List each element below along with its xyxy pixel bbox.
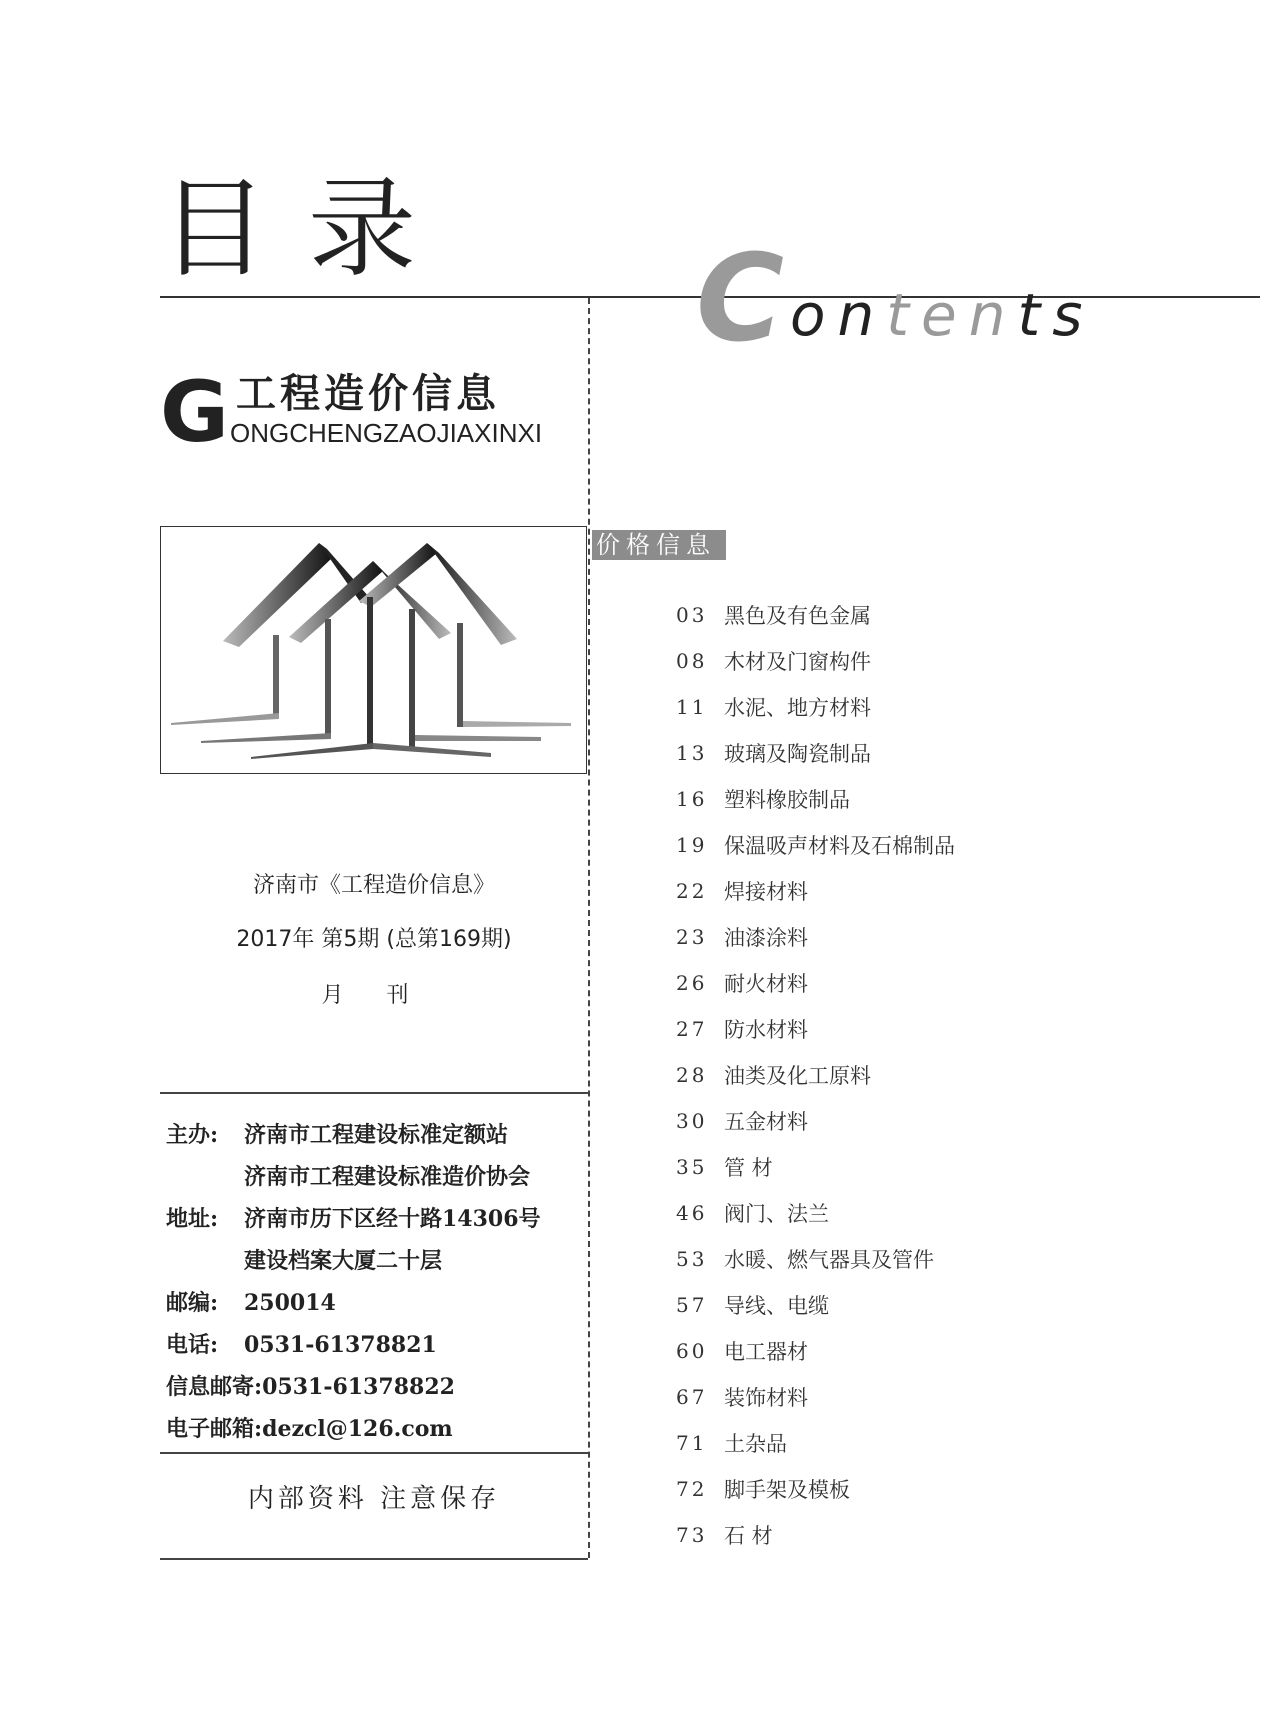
- contents-letter: o: [790, 281, 838, 349]
- mail-row: [166, 1376, 455, 1398]
- toc-page-number: 27: [676, 1017, 708, 1041]
- contents-letter: t: [1017, 281, 1053, 349]
- toc-page-number: 03: [676, 603, 708, 627]
- address-label: 地址:: [166, 1206, 219, 1232]
- toc-page-number: 11: [676, 695, 708, 719]
- toc-title: 保温吸声材料及石棉制品: [724, 834, 955, 858]
- phone-value: 0531-61378821: [244, 1332, 437, 1358]
- toc-page-number: 28: [676, 1063, 708, 1087]
- toc-item[interactable]: [676, 868, 1236, 914]
- info-divider: [160, 1092, 588, 1094]
- toc-item[interactable]: [676, 776, 1236, 822]
- toc-title: 防水材料: [724, 1018, 808, 1042]
- phone-label: 电话:: [166, 1332, 219, 1358]
- toc-page-number: 46: [676, 1201, 708, 1225]
- toc-title: 水泥、地方材料: [724, 696, 871, 720]
- roof-lines-graphic: [161, 527, 586, 773]
- toc-page-number: 53: [676, 1247, 708, 1271]
- page-title: 目录: [160, 167, 457, 292]
- toc-title: 焊接材料: [724, 880, 808, 904]
- contents-letter: e: [921, 281, 969, 349]
- toc-page-number: 57: [676, 1293, 708, 1317]
- toc-title: 电工器材: [724, 1340, 808, 1364]
- vertical-divider: [588, 298, 590, 1558]
- logo-pinyin: ONGCHENGZAOJIAXINXI: [230, 418, 543, 448]
- contents-initial: C: [696, 230, 785, 369]
- toc-item[interactable]: [676, 1282, 1236, 1328]
- publication-frequency: 月 刊: [321, 983, 427, 1008]
- magazine-title: 济南市《工程造价信息》: [252, 873, 495, 898]
- toc-item[interactable]: [676, 822, 1236, 868]
- table-of-contents: [676, 592, 1236, 1558]
- toc-page-number: 19: [676, 833, 708, 857]
- issue-number: 2017年 第5期 (总第169期): [236, 927, 512, 952]
- toc-title: 装饰材料: [724, 1386, 808, 1410]
- toc-title: 塑料橡胶制品: [724, 788, 850, 812]
- toc-page-number: 22: [676, 879, 708, 903]
- address-row: [166, 1208, 541, 1230]
- toc-item[interactable]: [676, 730, 1236, 776]
- toc-page-number: 16: [676, 787, 708, 811]
- phone-row: [166, 1334, 437, 1356]
- contents-letter: n: [968, 281, 1018, 349]
- toc-title: 玻璃及陶瓷制品: [724, 742, 871, 766]
- toc-title: 石 材: [724, 1524, 773, 1548]
- toc-title: 黑色及有色金属: [724, 604, 871, 628]
- toc-item[interactable]: [676, 960, 1236, 1006]
- postcode-row: [166, 1292, 336, 1314]
- toc-title: 阀门、法兰: [724, 1202, 829, 1226]
- toc-item[interactable]: [676, 1144, 1236, 1190]
- toc-item[interactable]: [676, 1328, 1236, 1374]
- toc-page-number: 26: [676, 971, 708, 995]
- toc-item[interactable]: [676, 1420, 1236, 1466]
- toc-item[interactable]: [676, 1190, 1236, 1236]
- section-label: 价格信息: [592, 530, 726, 560]
- toc-item[interactable]: [676, 1466, 1236, 1512]
- toc-page-number: 08: [676, 649, 708, 673]
- toc-item[interactable]: [676, 1098, 1236, 1144]
- toc-title: 导线、电缆: [724, 1294, 829, 1318]
- contents-word: [790, 281, 1095, 349]
- logo-name: 工程造价信息: [236, 371, 500, 417]
- email-label: 电子邮箱:: [166, 1416, 263, 1442]
- publisher-divider: [160, 1452, 588, 1454]
- toc-page-number: 67: [676, 1385, 708, 1409]
- postcode-value: 250014: [244, 1290, 336, 1316]
- toc-title: 水暖、燃气器具及管件: [724, 1248, 934, 1272]
- toc-item[interactable]: [676, 914, 1236, 960]
- toc-item[interactable]: [676, 1052, 1236, 1098]
- toc-title: 油漆涂料: [724, 926, 808, 950]
- sponsor-1: 济南市工程建设标准定额站: [244, 1122, 509, 1148]
- postcode-label: 邮编:: [166, 1290, 219, 1316]
- toc-page-number: 72: [676, 1477, 708, 1501]
- toc-page-number: 23: [676, 925, 708, 949]
- address-2: 建设档案大厦二十层: [244, 1248, 443, 1274]
- toc-item[interactable]: [676, 638, 1236, 684]
- toc-item[interactable]: [676, 1374, 1236, 1420]
- logo-initial: G: [160, 363, 229, 461]
- mail-value: 0531-61378822: [262, 1374, 455, 1400]
- contents-letter: n: [837, 281, 887, 349]
- contents-letter: s: [1052, 281, 1095, 349]
- address-1: 济南市历下区经十路14306号: [244, 1206, 541, 1232]
- toc-title: 木材及门窗构件: [724, 650, 871, 674]
- cover-illustration: [160, 526, 587, 774]
- bottom-divider: [160, 1558, 588, 1560]
- toc-title: 油类及化工原料: [724, 1064, 871, 1088]
- toc-title: 耐火材料: [724, 972, 808, 996]
- toc-item[interactable]: [676, 684, 1236, 730]
- internal-notice: 内部资料 注意保存: [247, 1484, 501, 1514]
- toc-page-number: 13: [676, 741, 708, 765]
- toc-title: 脚手架及模板: [724, 1478, 850, 1502]
- toc-item[interactable]: [676, 592, 1236, 638]
- sponsor-row: [166, 1124, 508, 1146]
- toc-item[interactable]: [676, 1236, 1236, 1282]
- toc-page-number: 73: [676, 1523, 708, 1547]
- toc-page-number: 35: [676, 1155, 708, 1179]
- toc-page-number: 60: [676, 1339, 708, 1363]
- toc-page-number: 30: [676, 1109, 708, 1133]
- email-row: [166, 1418, 453, 1440]
- toc-title: 土杂品: [724, 1432, 787, 1456]
- sponsor-2: 济南市工程建设标准造价协会: [244, 1164, 531, 1190]
- mail-label: 信息邮寄:: [166, 1374, 263, 1400]
- toc-item[interactable]: [676, 1006, 1236, 1052]
- email-value: dezcl@126.com: [262, 1416, 453, 1442]
- contents-letter: t: [886, 281, 922, 349]
- sponsor-label: 主办:: [166, 1122, 219, 1148]
- toc-page-number: 71: [676, 1431, 708, 1455]
- toc-title: 五金材料: [724, 1110, 808, 1134]
- toc-title: 管 材: [724, 1156, 773, 1180]
- toc-item[interactable]: [676, 1512, 1236, 1558]
